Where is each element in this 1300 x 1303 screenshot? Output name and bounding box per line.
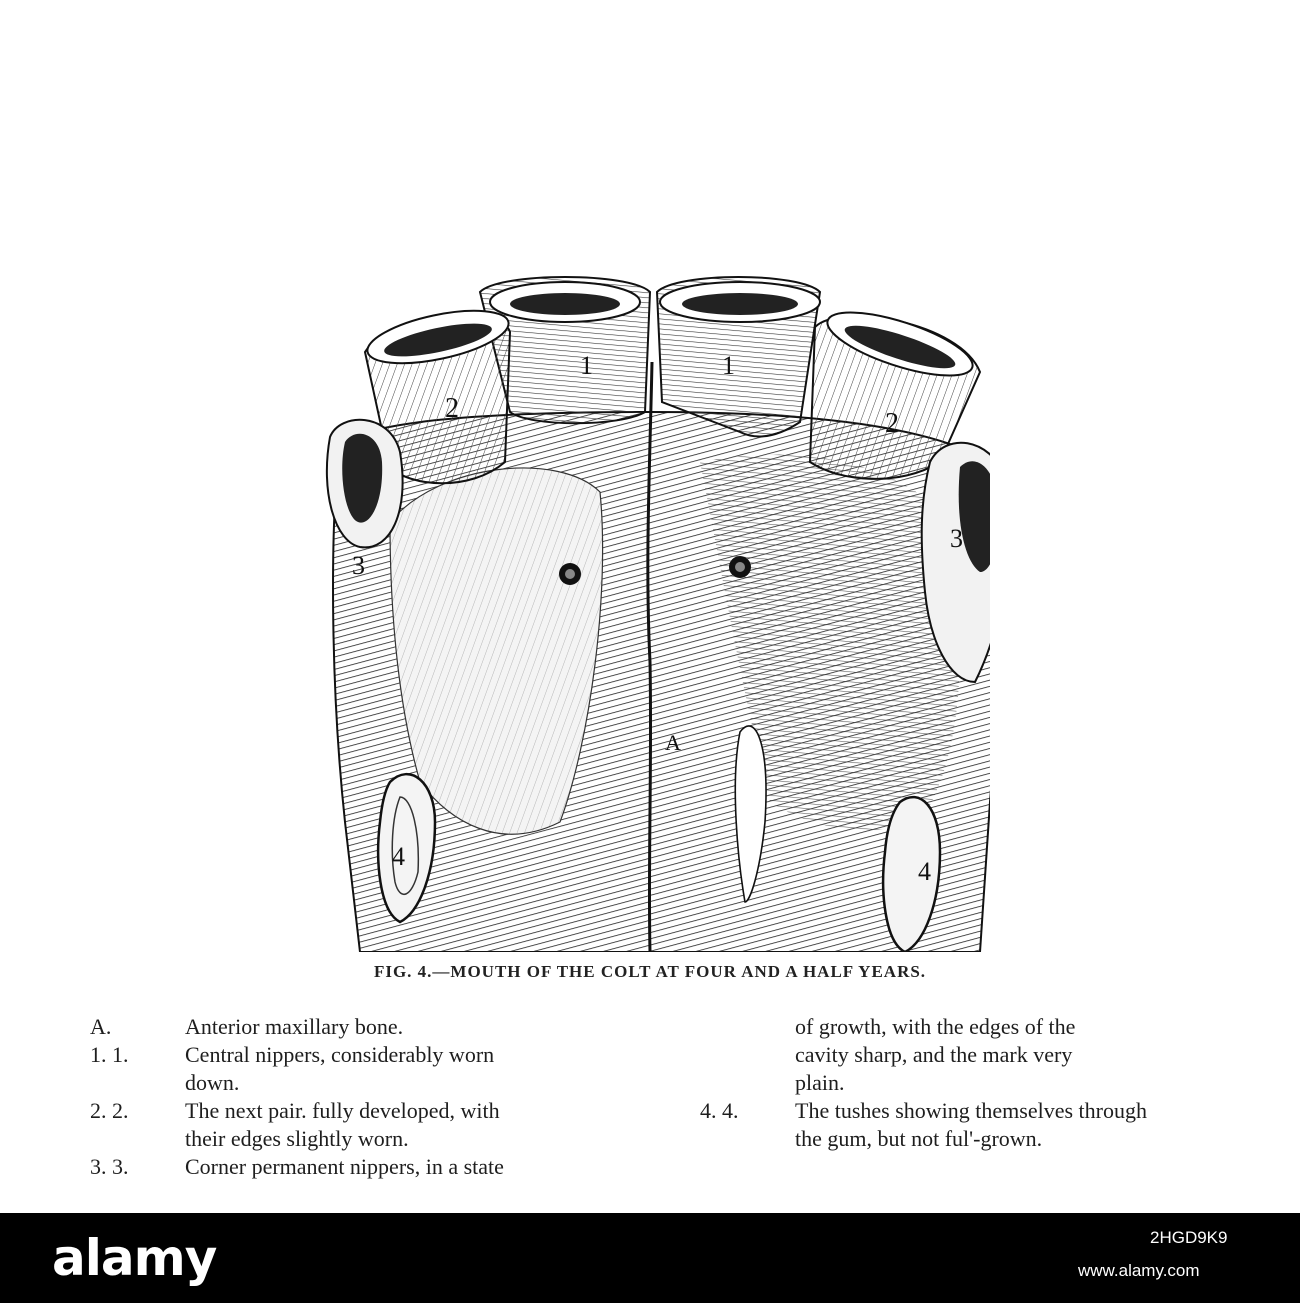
label-3-left: 3 [352, 551, 365, 580]
legend-continuation: of growth, with the edges of the [795, 1014, 1076, 1039]
legend-entry-1 [90, 1041, 660, 1069]
label-3-right: 3 [950, 524, 963, 553]
site-url: www.alamy.com [1078, 1261, 1200, 1280]
label-4-right: 4 [918, 857, 931, 886]
legend-key: 1. 1. [90, 1042, 129, 1067]
legend-entry-2 [90, 1097, 660, 1125]
legend-text: Central nippers, considerably worn [185, 1042, 495, 1067]
label-1-right: 1 [722, 351, 735, 380]
legend-text: Anterior maxillary bone. [185, 1014, 404, 1039]
legend-right-column [700, 1013, 1270, 1153]
legend-text: Corner permanent nippers, in a state [185, 1154, 504, 1179]
legend-key: A. [90, 1014, 112, 1039]
legend-key: 4. 4. [700, 1098, 739, 1123]
legend-entry-3 [90, 1153, 660, 1181]
label-2-right: 2 [885, 408, 899, 439]
figure-caption: FIG. 4.—MOUTH OF THE COLT AT FOUR AND A HALF YEARS. [373, 962, 927, 981]
legend-text: The tushes showing themselves through [795, 1098, 1147, 1123]
image-id: 2HGD9K9 [1150, 1228, 1228, 1247]
jaw-illustration [300, 262, 990, 952]
colt-mouth-engraving [300, 262, 990, 952]
legend-continuation: cavity sharp, and the mark very [795, 1042, 1073, 1067]
alamy-logo: alamy [52, 1229, 217, 1287]
label-1-left: 1 [580, 351, 593, 380]
legend-entry-a [90, 1013, 660, 1041]
legend-left-column [90, 1013, 660, 1181]
watermark-bar [0, 1213, 1300, 1303]
label-4-left: 4 [392, 842, 405, 871]
legend-entry-4 [700, 1097, 1270, 1125]
legend-continuation: plain. [795, 1070, 845, 1095]
legend-key: 3. 3. [90, 1154, 129, 1179]
label-2-left: 2 [445, 393, 459, 424]
legend-key: 2. 2. [90, 1098, 129, 1123]
legend-text-hang: down. [185, 1070, 240, 1095]
legend-text-hang: the gum, but not ful'-grown. [795, 1126, 1043, 1151]
legend-text: The next pair. fully developed, with [185, 1098, 500, 1123]
label-a: A [665, 730, 681, 755]
legend-text-hang: their edges slightly worn. [185, 1126, 409, 1151]
